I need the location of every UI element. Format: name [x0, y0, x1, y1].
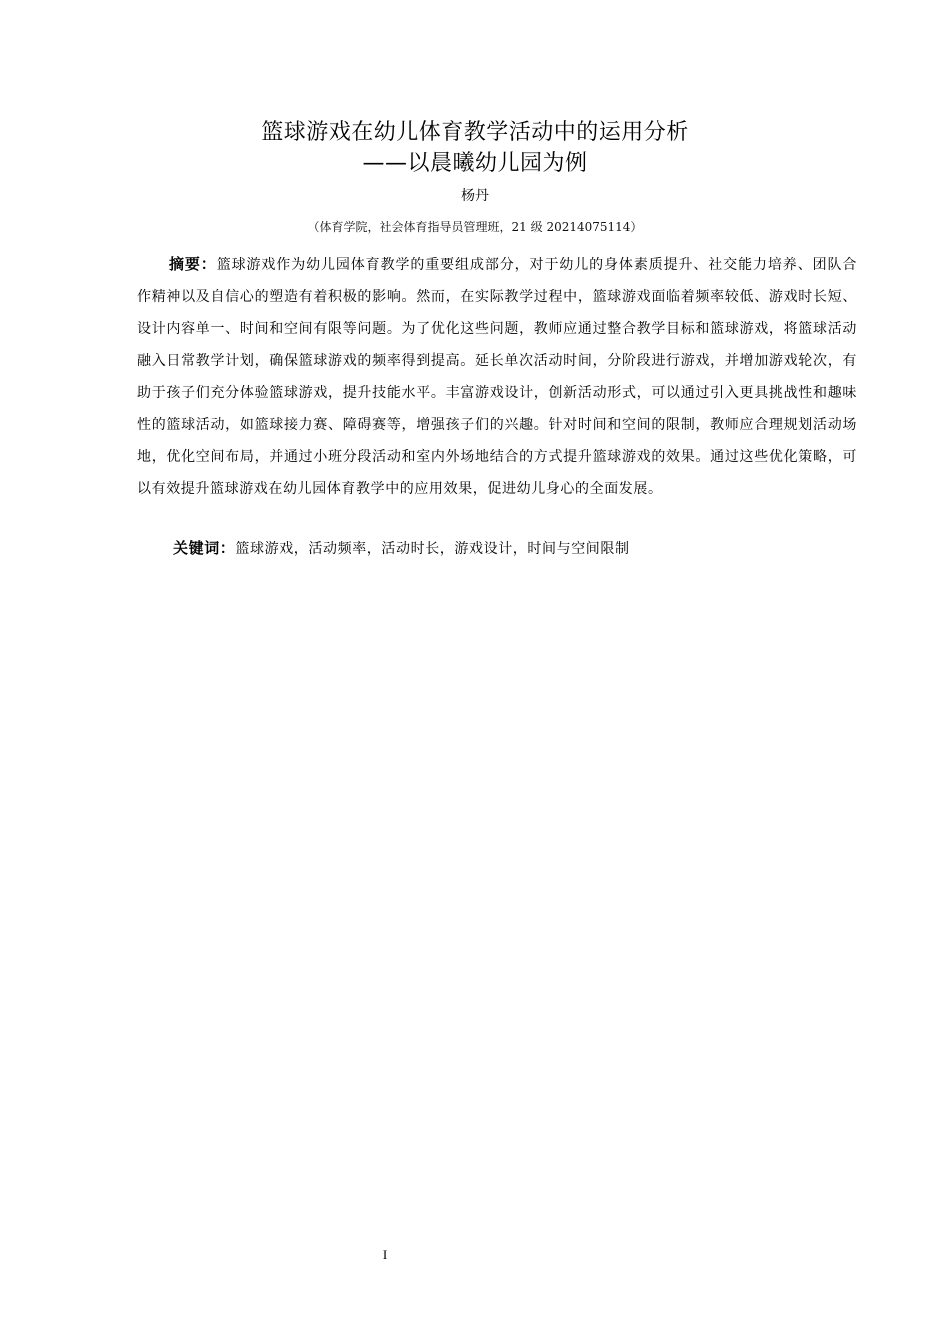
- author-name: 杨丹: [461, 188, 489, 204]
- paper-subtitle: ——以晨曦幼儿园为例: [362, 151, 588, 176]
- paper-title: 篮球游戏在幼儿体育教学活动中的运用分析: [261, 120, 689, 145]
- keywords-text: 篮球游戏，活动频率，活动时长，游戏设计，时间与空间限制: [235, 541, 630, 557]
- page-number: I: [382, 1247, 388, 1262]
- keywords-label: 关键词：: [173, 539, 236, 557]
- author-affiliation: （体育学院，社会体育指导员管理班，21 级 20214075114）: [307, 220, 643, 234]
- keywords-paragraph: [137, 533, 857, 564]
- abstract-label: 摘要：: [169, 255, 217, 273]
- abstract-text: 篮球游戏作为幼儿园体育教学的重要组成部分，对于幼儿的身体素质提升、社交能力培养、团队合作精神以及自信心的塑造有着积极的影响。然而，在实际教学过程中，篮球游戏面临着频率较低、游戏时长短、设计内容单一、时间和空间有限等问题。为了优化这些问题，教师应通过整合教学目标和篮球游戏，将篮球活动融入日常教学计划，确保篮球游戏的频率得到提高。延长单次活动时间，分阶段进行游戏，并增加游戏轮次，有助于孩子们充分体验篮球游戏，提升技能水平。丰富游戏设计，创新活动形式，可以通过引入更具挑战性和趣味性的篮球活动，如篮球接力赛、障碍赛等，增强孩子们的兴趣。针对时间和空间的限制，教师应合理规划活动场地，优化空间布局，并通过小班分段活动和室内外场地结合的方式提升篮球游戏的效果。通过这些优化策略，可以有效提升篮球游戏在幼儿园体育教学中的应用效果，促进幼儿身心的全面发展。: [137, 257, 857, 497]
- abstract-paragraph: [137, 248, 857, 505]
